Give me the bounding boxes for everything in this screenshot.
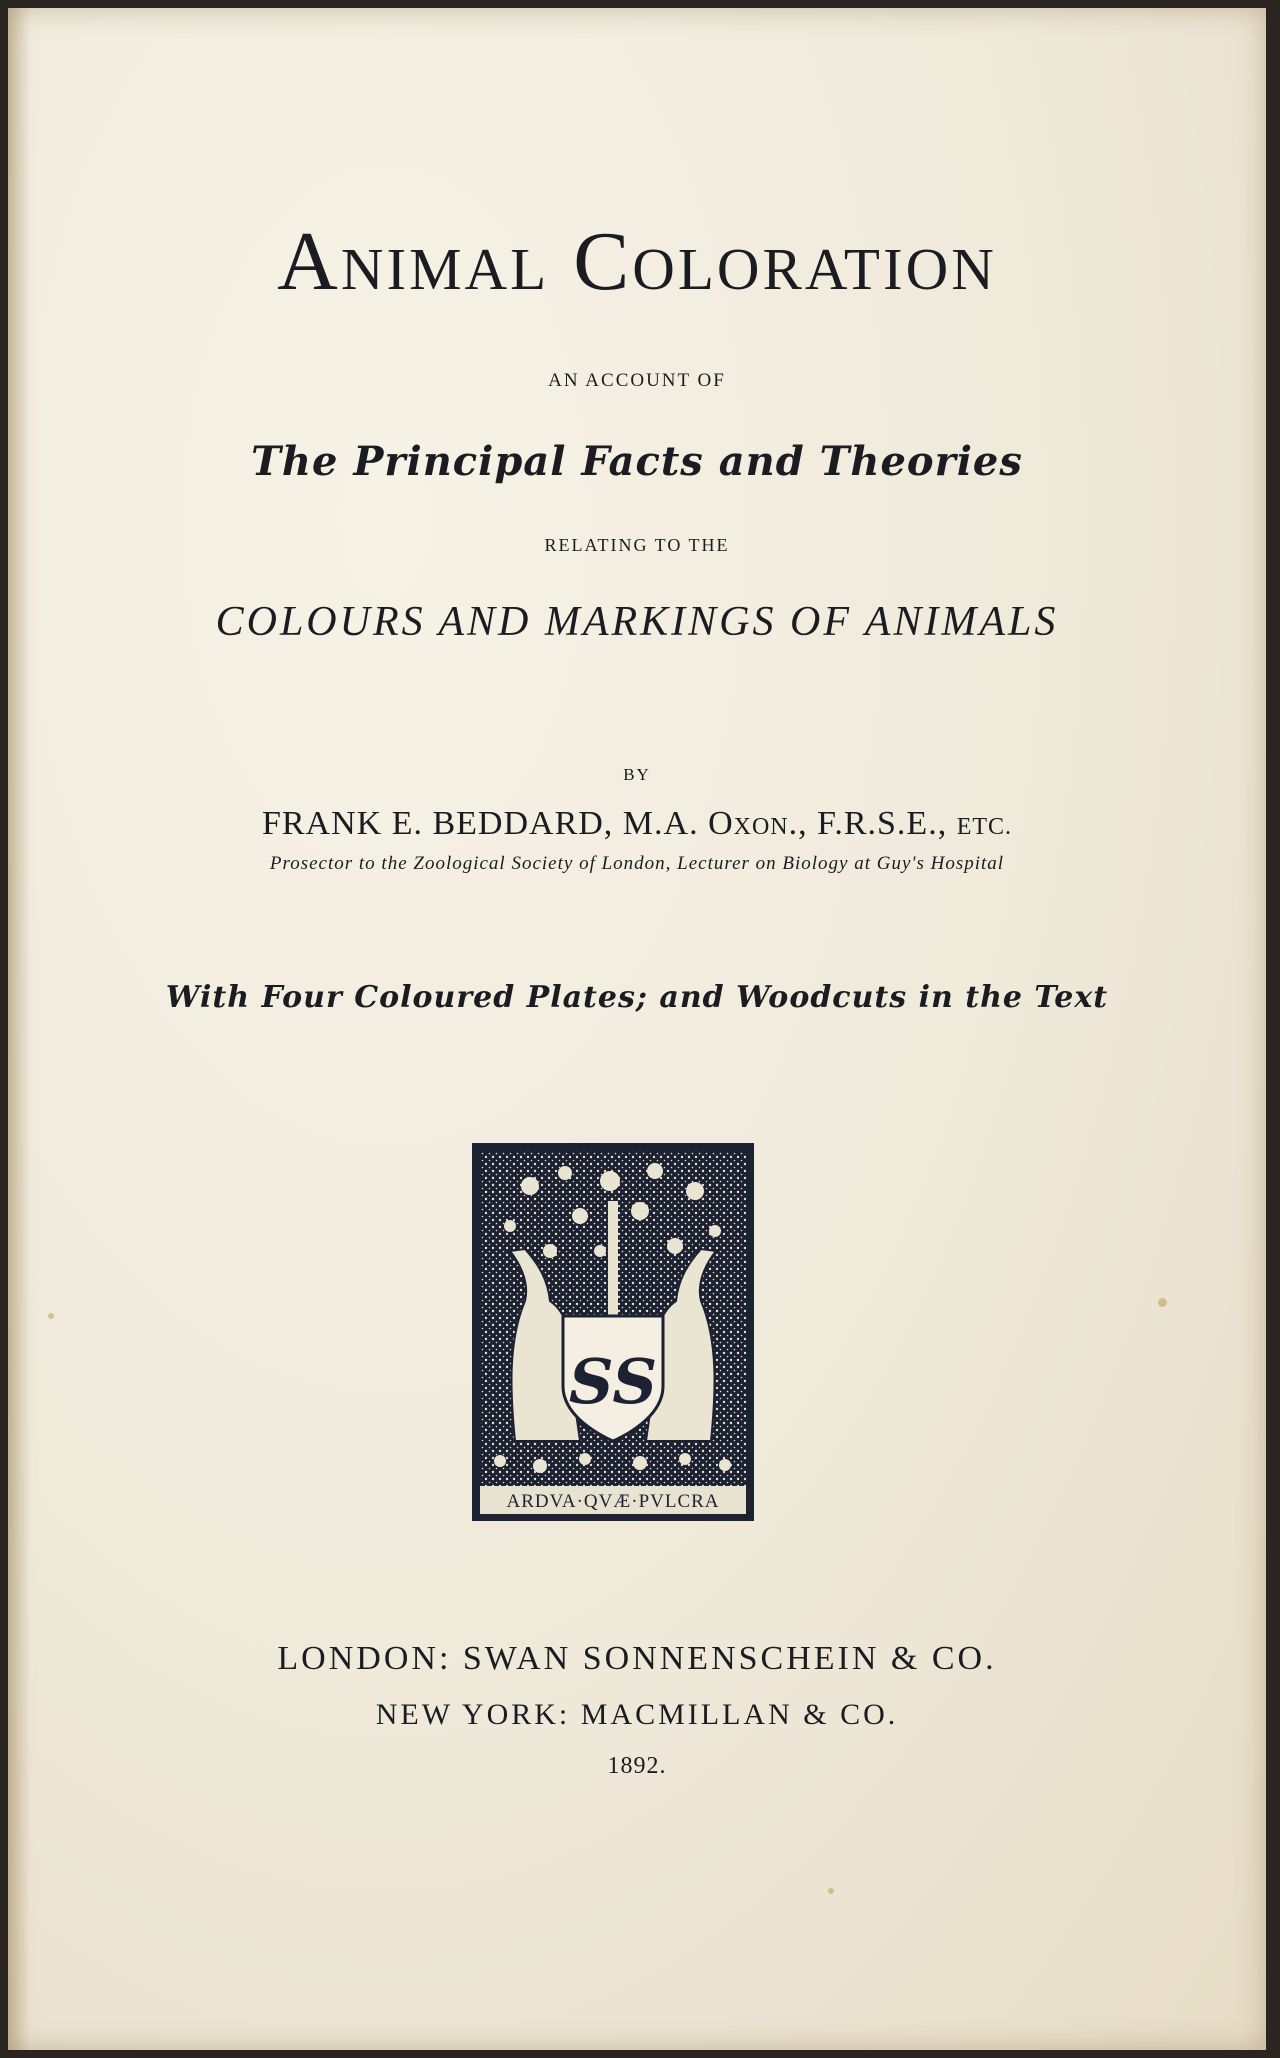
author-affiliation: Prosector to the Zoological Society of London, Lecturer on Biology at Guy's Hospital bbox=[269, 853, 1005, 874]
title-page bbox=[8, 8, 1266, 2050]
foxing-spot bbox=[1158, 1298, 1167, 1307]
publisher-london: LONDON: SWAN SONNENSCHEIN & CO. bbox=[277, 1640, 997, 1677]
author-frse: , F.R.S.E., bbox=[798, 805, 957, 842]
author-etc: ETC. bbox=[956, 814, 1013, 840]
author-name: FRANK E. BEDDARD, M.A. bbox=[261, 805, 709, 842]
plates-line: With Four Coloured Plates; and Woodcuts in the Text bbox=[165, 980, 1109, 1015]
foxing-spot bbox=[48, 1313, 54, 1319]
subtitle-line: AN ACCOUNT OF bbox=[548, 370, 726, 391]
by-line: BY bbox=[623, 765, 651, 784]
principal-facts-line: The Principal Facts and Theories bbox=[251, 438, 1023, 485]
foxing-spot bbox=[828, 1888, 834, 1894]
relating-line: RELATING TO THE bbox=[544, 535, 730, 555]
book-title: Animal Coloration bbox=[277, 215, 997, 308]
publication-year: 1892. bbox=[607, 1753, 667, 1779]
colours-line: COLOURS AND MARKINGS OF ANIMALS bbox=[215, 599, 1059, 645]
monogram-text: SS bbox=[568, 1345, 658, 1418]
author-line bbox=[8, 805, 1266, 843]
author-oxon: Oxon. bbox=[708, 805, 799, 842]
publisher-emblem bbox=[470, 1141, 756, 1523]
publisher-newyork: NEW YORK: MACMILLAN & CO. bbox=[375, 1698, 899, 1731]
emblem-motto: ARDVA·QVÆ·PVLCRA bbox=[506, 1491, 720, 1512]
